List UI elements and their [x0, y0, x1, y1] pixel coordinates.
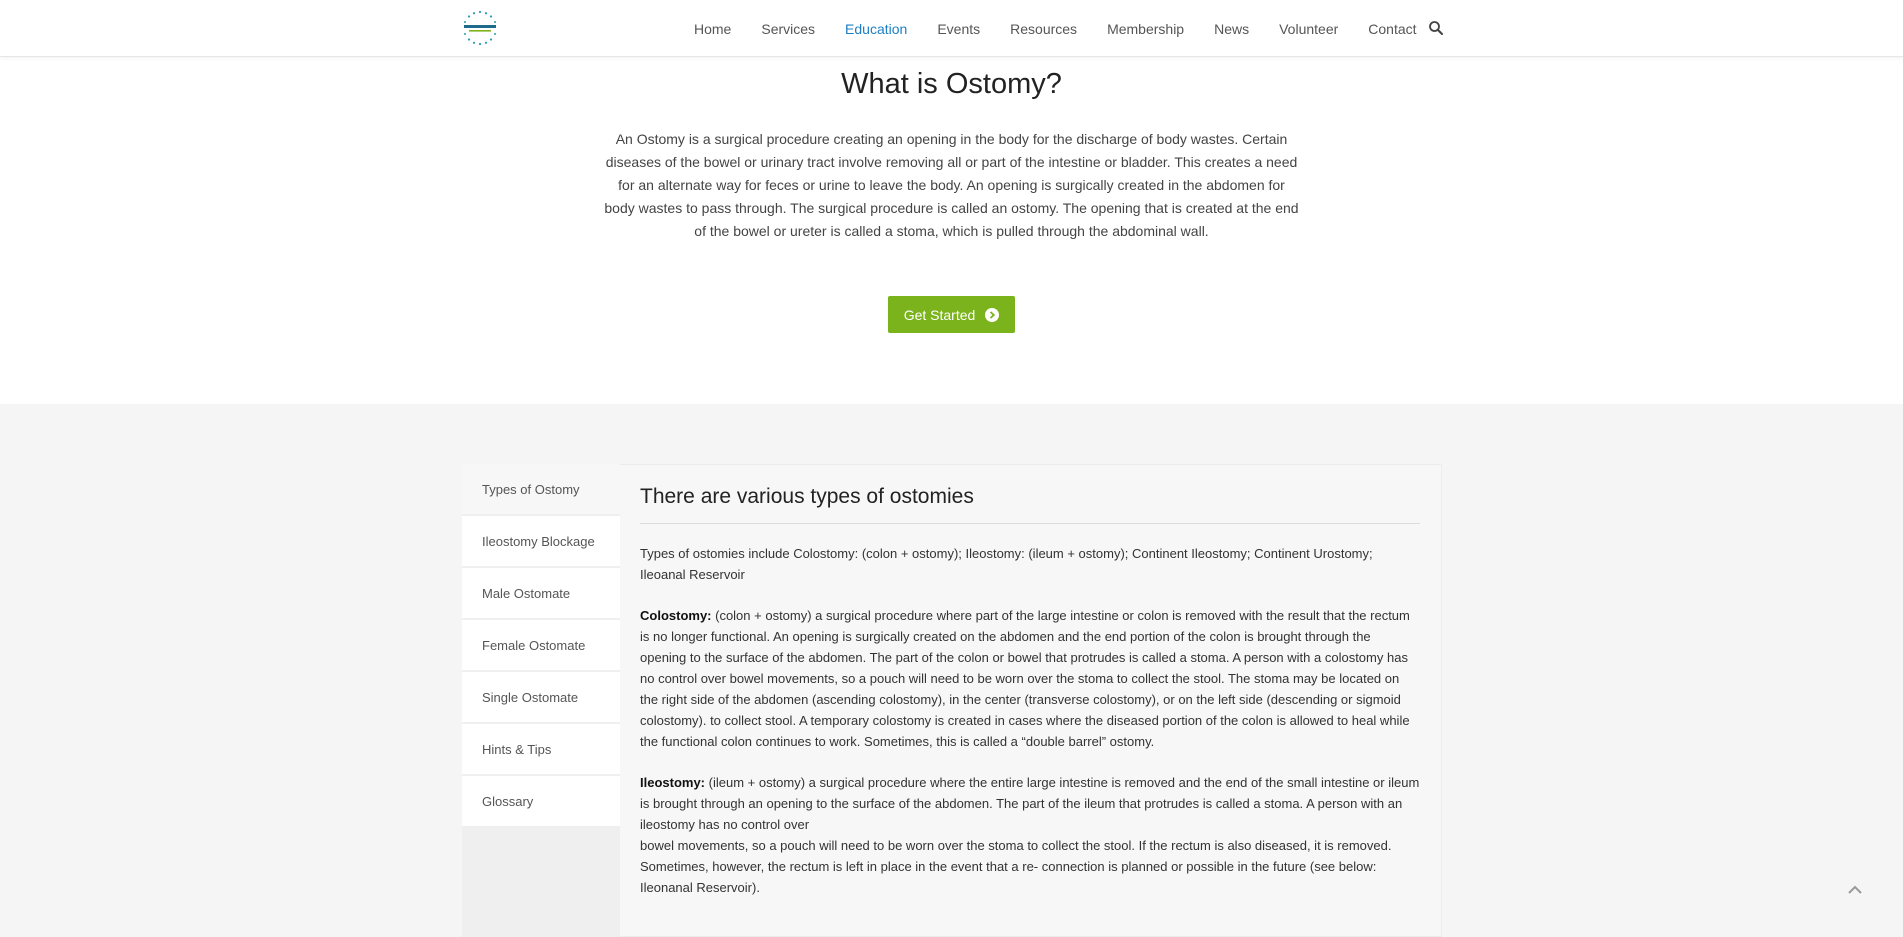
content-heading: There are various types of ostomies: [640, 478, 1420, 524]
tab-glossary[interactable]: Glossary: [462, 776, 620, 826]
colostomy-paragraph: [640, 605, 1420, 752]
page-title: What is Ostomy?: [841, 68, 1062, 100]
nav-news[interactable]: News: [1214, 20, 1250, 37]
tab-content: [640, 478, 1420, 898]
search-icon[interactable]: [1428, 20, 1444, 36]
tab-list: [462, 464, 620, 937]
nav-membership[interactable]: Membership: [1107, 20, 1185, 37]
nav-volunteer[interactable]: Volunteer: [1279, 20, 1339, 37]
nav-home[interactable]: Home: [694, 20, 732, 37]
arrow-circle-right-icon: [985, 308, 999, 322]
hero-description: An Ostomy is a surgical procedure creating an opening in the body for the discharge of body wastes. Certain diseases of the bowel or urinary tract involve removing all or part of the intestine or bladder. This creates a need for an alternate way for feces or urine to leave the body. An opening is surgically created in the abdomen for body wastes to pass through. The surgical procedure is called an ostomy. The opening that is created at the end of the bowel or ureter is called a stoma, which is pulled through the abdominal wall.: [604, 131, 1299, 239]
tab-male-ostomate[interactable]: Male Ostomate: [462, 568, 620, 618]
nav-resources[interactable]: Resources: [1010, 20, 1078, 37]
get-started-label: Get Started: [903, 306, 976, 323]
ileostomy-text: (ileum + ostomy) a surgical procedure where the entire large intestine is removed and the end of the small intestine or ileum is brought through an opening to the surface of the abdomen. The part of the ileum that protrudes is called a stoma. A person with an ileostomy has no control over: [640, 775, 1420, 832]
main-nav: [694, 0, 1447, 57]
nav-services[interactable]: Services: [761, 20, 816, 37]
site-header: [0, 0, 1903, 57]
colostomy-text: (colon + ostomy) a surgical procedure where part of the large intestine or colon is removed with the result that the rectum is no longer functional. An opening is surgically created on the abdomen and the end portion of the colon is brought through the opening to the surface of the abdomen. The part of the colon or bowel that protrudes is called a stoma. A person with a colostomy has no control over bowel movements, so a pouch will need to be worn over the stoma to collect the stool. The stoma may be located on the right side of the abdomen (ascending colostomy), in the center (transverse colostomy), or on the left side (descending or sigmoid colostomy). to collect stool. A temporary colostomy is created in cases where the diseased portion of the colon is allowed to heal while the functional colon continues to work. Sometimes, this is called a “double barrel” ostomy.: [640, 608, 1410, 749]
ileostomy-term: Ileostomy:: [640, 775, 706, 790]
tab-ileostomy-blockage[interactable]: Ileostomy Blockage: [462, 516, 620, 566]
tab-female-ostomate[interactable]: Female Ostomate: [462, 620, 620, 670]
intro-paragraph: Types of ostomies include Colostomy: (colon + ostomy); Ileostomy: (ileum + ostomy); Continent Ileostomy; Continent Urostomy; Ileoanal Reservoir: [640, 546, 1373, 582]
tab-single-ostomate[interactable]: Single Ostomate: [462, 672, 620, 722]
nav-contact[interactable]: Contact: [1368, 20, 1417, 37]
site-logo[interactable]: [460, 8, 500, 48]
ileostomy-text-continued: bowel movements, so a pouch will need to be worn over the stoma to collect the stool. If the rectum is also diseased, it is removed. Sometimes, however, the rectum is left in place in the event that a re- connection is planned or possible in the future (see below: Ileonanal Reservoir).: [640, 838, 1392, 895]
ileostomy-paragraph: [640, 772, 1420, 898]
nav-education[interactable]: Education: [845, 20, 908, 37]
get-started-button[interactable]: [888, 296, 1015, 333]
colostomy-term: Colostomy:: [640, 608, 712, 623]
tab-hints-tips[interactable]: Hints & Tips: [462, 724, 620, 774]
scroll-to-top-icon[interactable]: [1845, 880, 1865, 900]
tab-types-of-ostomy[interactable]: Types of Ostomy: [462, 464, 620, 514]
nav-events[interactable]: Events: [937, 20, 981, 37]
